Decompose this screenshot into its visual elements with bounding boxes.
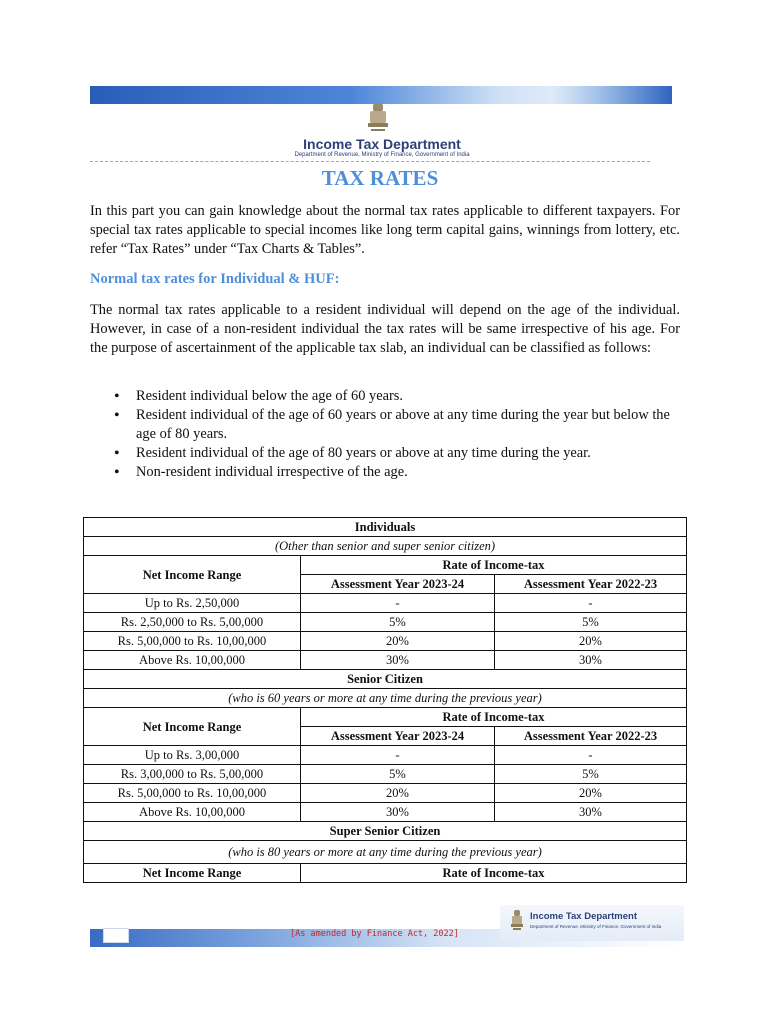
column-header-net-income: Net Income Range xyxy=(84,864,301,883)
table-cell: 20% xyxy=(495,632,687,651)
table-cell: - xyxy=(495,594,687,613)
table-row xyxy=(84,803,687,822)
table-section-title: Senior Citizen xyxy=(84,670,687,689)
department-subtitle: Department of Revenue, Ministry of Finance, Government of India xyxy=(294,152,470,158)
table-row xyxy=(84,594,687,613)
column-header-rate: Rate of Income-tax xyxy=(301,864,687,883)
table-cell: 20% xyxy=(301,784,495,803)
footer-department-subtitle: Department of Revenue, Ministry of Finance, Government of India xyxy=(530,924,662,929)
table-row xyxy=(84,613,687,632)
table-section-title: Super Senior Citizen xyxy=(84,822,687,841)
classification-list xyxy=(90,387,680,482)
column-header-ay-2023-24: Assessment Year 2023-24 xyxy=(301,727,495,746)
section-paragraph: The normal tax rates applicable to a resident individual will depend on the age of the individual. However, in case of a non-resident individual the tax rates will be same irrespective of his age. For the purpose of ascertainment of the applicable tax slab, an individual can be classified as follows: xyxy=(90,302,680,356)
column-header-net-income: Net Income Range xyxy=(84,708,301,746)
table-section-title: Individuals xyxy=(84,518,687,537)
column-header-rate: Rate of Income-tax xyxy=(301,708,687,727)
table-cell: 20% xyxy=(495,784,687,803)
table-cell: 5% xyxy=(301,613,495,632)
table-cell: Rs. 3,00,000 to Rs. 5,00,000 xyxy=(84,765,301,784)
department-name: Income Tax Department xyxy=(303,136,461,152)
table-section-subtitle: (Other than senior and super senior citizen) xyxy=(84,537,687,556)
list-item: • Resident individual below the age of 60 years. xyxy=(136,387,680,406)
footer-logo xyxy=(500,905,684,941)
intro-paragraph: In this part you can gain knowledge about the normal tax rates applicable to different taxpayers. For special tax rates applicable to special incomes like long term capital gains, winnings from lottery, etc. refer “Tax Rates” under “Tax Charts & Tables”. xyxy=(90,203,680,257)
table-section-subtitle: (who is 80 years or more at any time during the previous year) xyxy=(84,841,687,864)
table-cell: 5% xyxy=(495,613,687,632)
table-row xyxy=(84,765,687,784)
table-cell: Above Rs. 10,00,000 xyxy=(84,651,301,670)
column-header-ay-2022-23: Assessment Year 2022-23 xyxy=(495,727,687,746)
table-cell: 30% xyxy=(495,651,687,670)
table-cell: Above Rs. 10,00,000 xyxy=(84,803,301,822)
table-cell: Up to Rs. 2,50,000 xyxy=(84,594,301,613)
table-cell: - xyxy=(301,746,495,765)
table-cell: 5% xyxy=(301,765,495,784)
table-cell: 30% xyxy=(495,803,687,822)
page-title: TAX RATES xyxy=(321,166,439,190)
table-cell: Up to Rs. 3,00,000 xyxy=(84,746,301,765)
footer-amendment-note: [As amended by Finance Act, 2022] xyxy=(290,929,459,939)
table-cell: 30% xyxy=(301,803,495,822)
table-cell: Rs. 5,00,000 to Rs. 10,00,000 xyxy=(84,632,301,651)
table-cell: 5% xyxy=(495,765,687,784)
header-divider xyxy=(90,161,650,162)
table-cell: 20% xyxy=(301,632,495,651)
column-header-ay-2022-23: Assessment Year 2022-23 xyxy=(495,575,687,594)
table-cell: - xyxy=(495,746,687,765)
column-header-ay-2023-24: Assessment Year 2023-24 xyxy=(301,575,495,594)
footer-department-name: Income Tax Department xyxy=(530,911,637,922)
table-cell: 30% xyxy=(301,651,495,670)
table-row xyxy=(84,784,687,803)
table-row xyxy=(84,746,687,765)
column-header-rate: Rate of Income-tax xyxy=(301,556,687,575)
list-item: • Resident individual of the age of 60 years or above at any time during the year but below the age of 80 years. xyxy=(136,406,680,444)
table-cell: - xyxy=(301,594,495,613)
list-item: • Non-resident individual irrespective of the age. xyxy=(136,463,680,482)
national-emblem-icon xyxy=(508,909,526,933)
tax-rates-table xyxy=(83,517,687,883)
table-row xyxy=(84,651,687,670)
table-cell: Rs. 2,50,000 to Rs. 5,00,000 xyxy=(84,613,301,632)
list-item: • Resident individual of the age of 80 years or above at any time during the year. xyxy=(136,444,680,463)
table-section-subtitle: (who is 60 years or more at any time during the previous year) xyxy=(84,689,687,708)
table-row xyxy=(84,632,687,651)
column-header-net-income: Net Income Range xyxy=(84,556,301,594)
national-emblem-icon xyxy=(362,100,394,136)
section-heading: Normal tax rates for Individual & HUF: xyxy=(90,271,340,287)
table-cell: Rs. 5,00,000 to Rs. 10,00,000 xyxy=(84,784,301,803)
footer-page-box xyxy=(103,928,129,943)
